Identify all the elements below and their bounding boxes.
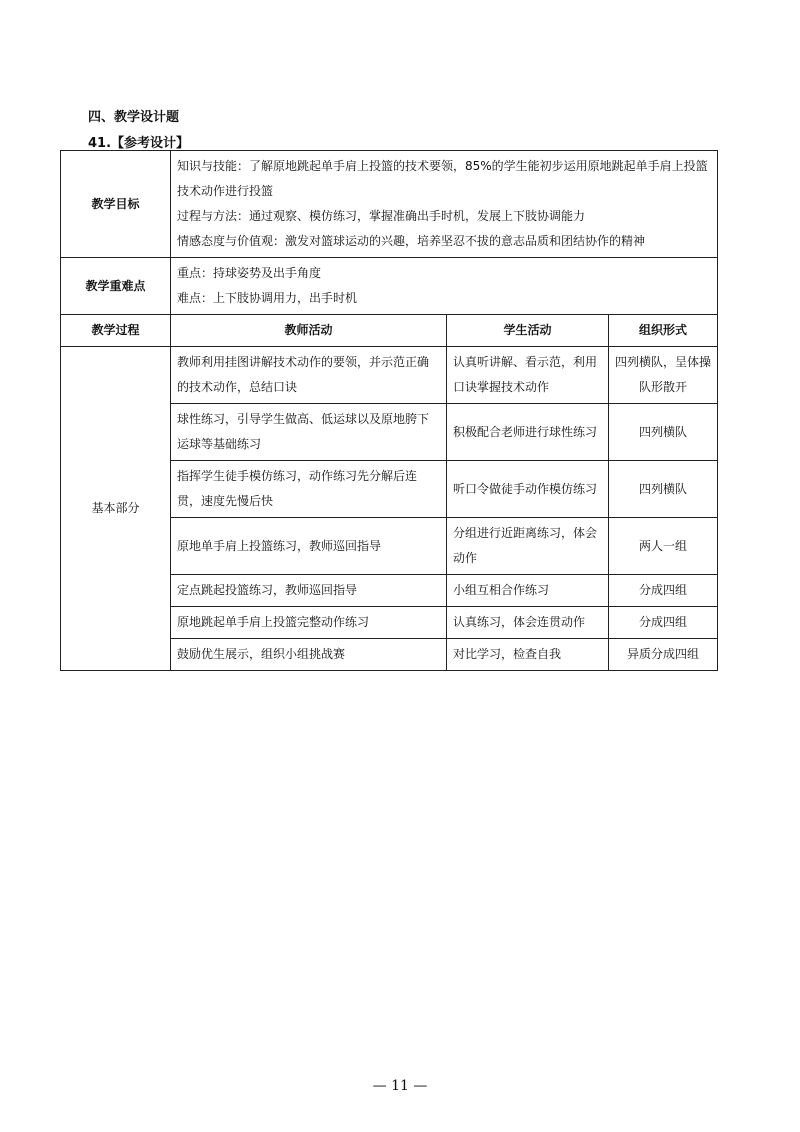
organization-form: 分成四组 — [609, 607, 718, 639]
student-activity: 听口令做徒手动作模仿练习 — [447, 461, 609, 518]
key-points-content — [171, 258, 718, 315]
header-teacher: 教师活动 — [171, 315, 447, 347]
objectives-label: 教学目标 — [61, 151, 171, 258]
lesson-plan-table — [60, 150, 718, 671]
objectives-row — [61, 151, 718, 258]
table-row — [61, 347, 718, 404]
section-title: 四、教学设计题 — [88, 110, 180, 125]
objective-line: 过程与方法：通过观察、模仿练习，掌握准确出手时机，发展上下肢协调能力 — [177, 209, 586, 223]
key-point-line: 难点：上下肢协调用力，出手时机 — [177, 291, 358, 305]
teacher-activity: 原地跳起单手肩上投篮完整动作练习 — [171, 607, 447, 639]
header-organization: 组织形式 — [609, 315, 718, 347]
objective-line: 情感态度与价值观：激发对篮球运动的兴趣，培养坚忍不拔的意志品质和团结协作的精神 — [177, 234, 646, 248]
student-activity: 小组互相合作练习 — [447, 575, 609, 607]
student-activity: 认真练习，体会连贯动作 — [447, 607, 609, 639]
teacher-activity: 教师利用挂图讲解技术动作的要领，并示范正确的技术动作，总结口诀 — [171, 347, 447, 404]
organization-form: 两人一组 — [609, 518, 718, 575]
student-activity: 分组进行近距离练习，体会动作 — [447, 518, 609, 575]
key-points-row — [61, 258, 718, 315]
teacher-activity: 球性练习，引导学生做高、低运球以及原地胯下运球等基础练习 — [171, 404, 447, 461]
organization-form: 四列横队 — [609, 461, 718, 518]
objective-line: 知识与技能：了解原地跳起单手肩上投篮的技术要领，85%的学生能初步运用原地跳起单手肩上投篮技术动作进行投篮 — [177, 159, 708, 198]
header-process: 教学过程 — [61, 315, 171, 347]
header-row — [61, 315, 718, 347]
student-activity: 积极配合老师进行球性练习 — [447, 404, 609, 461]
page-number: — 11 — — [372, 1078, 428, 1094]
teacher-activity: 原地单手肩上投篮练习，教师巡回指导 — [171, 518, 447, 575]
student-activity: 对比学习，检查自我 — [447, 639, 609, 671]
teacher-activity: 定点跳起投篮练习，教师巡回指导 — [171, 575, 447, 607]
organization-form: 四列横队，呈体操队形散开 — [609, 347, 718, 404]
objectives-content — [171, 151, 718, 258]
teacher-activity: 指挥学生徒手模仿练习，动作练习先分解后连贯，速度先慢后快 — [171, 461, 447, 518]
organization-form: 异质分成四组 — [609, 639, 718, 671]
key-points-label: 教学重难点 — [61, 258, 171, 315]
question-label: 41.【参考设计】 — [88, 136, 190, 151]
organization-form: 四列横队 — [609, 404, 718, 461]
key-point-line: 重点：持球姿势及出手角度 — [177, 266, 322, 280]
organization-form: 分成四组 — [609, 575, 718, 607]
teacher-activity: 鼓励优生展示，组织小组挑战赛 — [171, 639, 447, 671]
header-student: 学生活动 — [447, 315, 609, 347]
student-activity: 认真听讲解、看示范，利用口诀掌握技术动作 — [447, 347, 609, 404]
basic-part-label: 基本部分 — [61, 347, 171, 671]
